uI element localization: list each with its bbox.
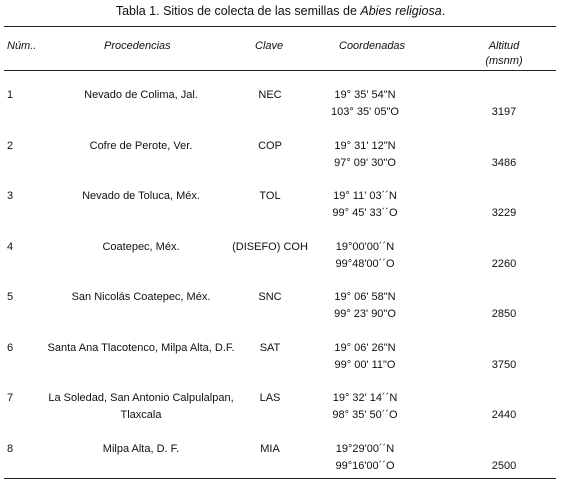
row-procedencia-line2: Tlaxcala xyxy=(120,409,162,421)
row-clave: (DISEFO) COH xyxy=(232,241,308,253)
row-altitud: 3750 xyxy=(491,359,517,371)
row-altitud: 3486 xyxy=(491,157,517,169)
row-latitud: 19° 11' 03´´N xyxy=(333,190,397,202)
row-procedencia: La Soledad, San Antonio Calpulalpan, xyxy=(48,392,234,404)
row-clave: COP xyxy=(258,140,282,152)
row-altitud: 3197 xyxy=(491,106,517,118)
row-latitud: 19° 06' 58"N xyxy=(334,291,396,303)
table-caption xyxy=(0,4,561,18)
row-procedencia: Coatepec, Méx. xyxy=(102,241,180,253)
caption-suffix: . xyxy=(441,4,446,18)
header-coordenadas: Coordenadas xyxy=(339,40,406,52)
row-num: 5 xyxy=(7,291,14,303)
row-latitud: 19°29'00´´N xyxy=(335,443,395,455)
row-altitud: 2850 xyxy=(491,308,517,320)
row-num: 3 xyxy=(7,190,14,202)
row-procedencia: Milpa Alta, D. F. xyxy=(102,443,180,455)
row-num: 8 xyxy=(7,443,14,455)
row-altitud: 2260 xyxy=(491,258,517,270)
row-num: 1 xyxy=(7,89,14,101)
caption-prefix: Tabla 1. Sitios de colecta de las semillas de xyxy=(115,4,361,18)
row-clave: TOL xyxy=(259,190,281,202)
row-procedencia: Santa Ana Tlacotenco, Milpa Alta, D.F. xyxy=(47,342,235,354)
row-longitud: 99° 23' 90"O xyxy=(334,308,396,320)
row-latitud: 19° 31' 12"N xyxy=(334,140,396,152)
row-longitud: 98° 35' 50´´O xyxy=(332,409,398,421)
row-longitud: 99° 45' 33´´O xyxy=(332,207,398,219)
row-longitud: 103° 35' 05"O xyxy=(331,106,399,118)
row-clave: SNC xyxy=(258,291,282,303)
row-procedencia: Cofre de Perote, Ver. xyxy=(89,140,193,152)
row-clave: MIA xyxy=(260,443,280,455)
header-altitud-line2: (msnm) xyxy=(485,55,523,67)
row-altitud: 2500 xyxy=(491,460,517,472)
row-latitud: 19° 32' 14´´N xyxy=(332,392,398,404)
row-longitud: 99°48'00´´O xyxy=(335,258,395,270)
row-altitud: 3229 xyxy=(491,207,517,219)
bottom-rule xyxy=(4,478,556,479)
caption-species: Abies religiosa xyxy=(360,4,442,18)
row-altitud: 2440 xyxy=(491,409,517,421)
header-num: Núm.. xyxy=(7,40,37,52)
row-procedencia: Nevado de Colima, Jal. xyxy=(84,89,198,101)
header-clave: Clave xyxy=(255,40,284,52)
header-altitud xyxy=(474,39,534,69)
row-procedencia: San Nicolás Coatepec, Méx. xyxy=(71,291,211,303)
row-num: 6 xyxy=(7,342,14,354)
row-latitud: 19° 35' 54"N xyxy=(334,89,396,101)
header-rule xyxy=(4,70,556,71)
row-latitud: 19° 06' 26"N xyxy=(334,342,396,354)
row-num: 4 xyxy=(7,241,14,253)
row-procedencia: Nevado de Toluca, Méx. xyxy=(82,190,200,202)
row-clave: SAT xyxy=(259,342,281,354)
row-clave: NEC xyxy=(258,89,282,101)
row-longitud: 99° 00' 11"O xyxy=(334,359,396,371)
header-altitud-line1: Altitud xyxy=(488,40,520,52)
header-procedencias: Procedencias xyxy=(104,40,171,52)
row-latitud: 19°00'00´´N xyxy=(335,241,395,253)
row-longitud: 99°16'00´´O xyxy=(335,460,395,472)
row-num: 7 xyxy=(7,392,14,404)
row-longitud: 97° 09' 30"O xyxy=(334,157,396,169)
row-num: 2 xyxy=(7,140,14,152)
top-rule xyxy=(4,26,556,27)
row-clave: LAS xyxy=(259,392,281,404)
